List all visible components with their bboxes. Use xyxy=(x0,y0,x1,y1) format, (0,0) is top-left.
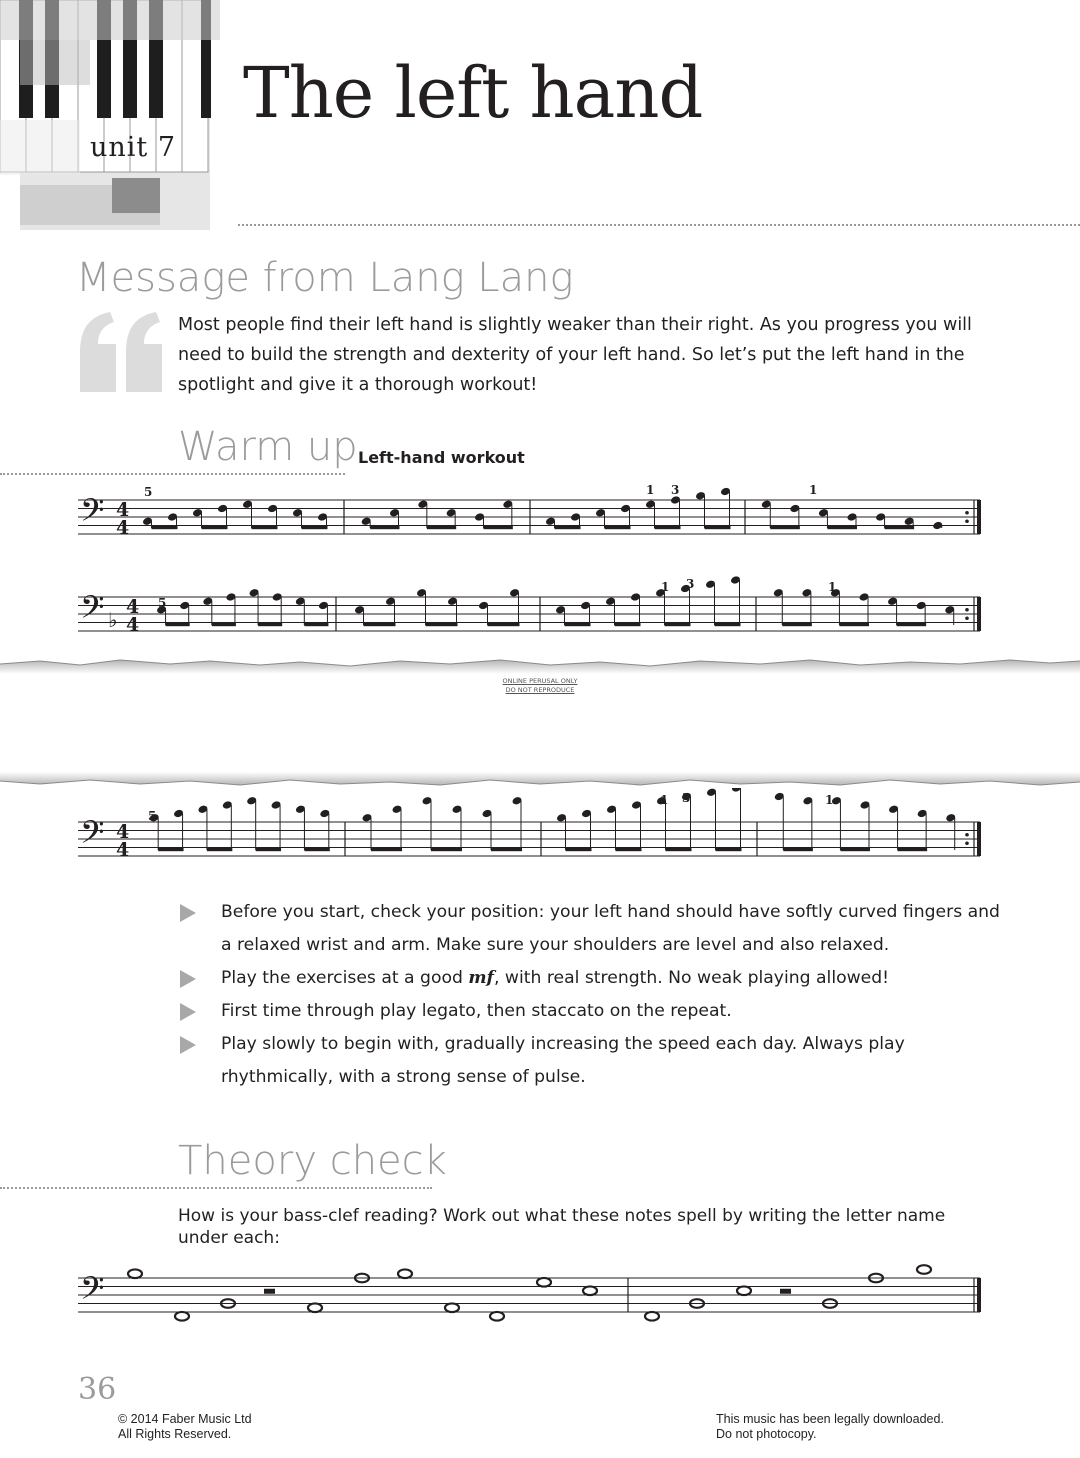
beam xyxy=(484,526,513,529)
beam xyxy=(705,526,731,529)
bass-clef-icon: 𝄢 xyxy=(80,1270,105,1314)
dynamic-marking: mf xyxy=(468,968,494,988)
final-barline xyxy=(977,597,981,631)
warmup-staff-1 xyxy=(0,478,1080,558)
page-number: 36 xyxy=(78,1372,117,1407)
copyright-text: © 2014 Faber Music Ltd xyxy=(118,1412,252,1426)
warmup-subheading: Left-hand workout xyxy=(358,448,525,467)
rights-text: All Rights Reserved. xyxy=(118,1427,232,1441)
final-barline xyxy=(977,1278,981,1312)
fingering-number: 3 xyxy=(686,577,695,591)
whole-note xyxy=(917,1265,931,1274)
beam xyxy=(152,526,178,529)
tip-text: First time through play legato, then staccato on the repeat. xyxy=(221,1001,732,1021)
play-arrow-icon xyxy=(180,1036,196,1054)
tip-text-before: Play the exercises at a good xyxy=(221,968,469,988)
legal-text-1: This music has been legally downloaded. xyxy=(716,1412,944,1426)
rest-icon xyxy=(264,1289,275,1294)
repeat-dot xyxy=(965,833,969,837)
title-divider xyxy=(238,224,1080,226)
tip-item xyxy=(180,896,1010,962)
perusal-line-2: DO NOT REPRODUCE xyxy=(505,686,575,694)
footer-copyright xyxy=(118,1412,252,1442)
tip-text-after: , with real strength. No weak playing allowed! xyxy=(493,968,890,988)
whole-note xyxy=(398,1269,412,1278)
time-signature: 4 xyxy=(116,821,130,843)
beam xyxy=(371,848,402,851)
beam xyxy=(212,623,236,626)
time-signature: 4 xyxy=(116,499,130,521)
legal-text-2: Do not photocopy. xyxy=(716,1427,817,1441)
tip-text: Before you start, check your position: your left hand should have softly curved fingers and a relaxed wrist and arm. Make sure your shoulders are level and also relaxed. xyxy=(221,902,1000,955)
beam xyxy=(427,526,456,529)
fingering-number: 3 xyxy=(682,791,691,805)
whole-note xyxy=(537,1278,551,1287)
beam xyxy=(252,526,278,529)
beam xyxy=(431,848,462,851)
fingering-number: 3 xyxy=(671,483,680,497)
fingering-number: 1 xyxy=(828,580,837,594)
beam xyxy=(166,623,190,626)
fingering-number: 1 xyxy=(661,580,670,594)
whole-note xyxy=(490,1312,504,1321)
beam xyxy=(716,848,742,851)
fingering-number: 5 xyxy=(158,596,167,610)
beam xyxy=(158,848,183,851)
beam xyxy=(488,623,520,626)
time-signature: 4 xyxy=(126,614,140,636)
final-barline xyxy=(977,822,981,856)
whole-note xyxy=(175,1312,189,1321)
beam xyxy=(566,848,592,851)
tips-list xyxy=(180,896,1010,1094)
beam xyxy=(782,623,812,626)
repeat-dot xyxy=(965,519,969,523)
whole-note xyxy=(128,1269,142,1278)
final-barline xyxy=(977,500,981,534)
beam xyxy=(565,623,591,626)
beam xyxy=(898,848,928,851)
beam xyxy=(770,526,800,529)
beam xyxy=(605,526,631,529)
repeat-dot xyxy=(965,616,969,620)
whole-note xyxy=(308,1303,322,1312)
beam xyxy=(426,623,458,626)
beam xyxy=(302,526,328,529)
tip-item xyxy=(180,995,1010,1028)
beam xyxy=(665,623,691,626)
theory-staff xyxy=(0,1258,1080,1328)
beam xyxy=(304,623,328,626)
beam xyxy=(304,848,329,851)
repeat-dot xyxy=(965,841,969,845)
whole-note xyxy=(445,1303,459,1312)
theory-text: How is your bass-clef reading? Work out what these notes spell by writing the letter name under each: xyxy=(178,1206,946,1248)
beam xyxy=(256,848,281,851)
theory-heading: Theory check xyxy=(178,1138,447,1184)
beam xyxy=(840,848,870,851)
time-signature: 4 xyxy=(126,596,140,618)
beam xyxy=(655,526,681,529)
fingering-number: 1 xyxy=(646,483,655,497)
repeat-dot xyxy=(965,511,969,515)
beam xyxy=(666,848,692,851)
tip-text: Play slowly to begin with, gradually increasing the speed each day. Always play rhythmically, with a strong sense of pulse. xyxy=(221,1034,905,1087)
beam xyxy=(616,848,642,851)
beam xyxy=(555,526,581,529)
bass-clef-icon: 𝄢 xyxy=(80,814,105,858)
beam xyxy=(207,848,232,851)
fingering-number: 1 xyxy=(825,793,834,807)
beam xyxy=(783,848,813,851)
piano-keys-graphic xyxy=(0,0,220,230)
time-signature: 4 xyxy=(116,517,130,539)
repeat-dot xyxy=(965,608,969,612)
warmup-staff-2 xyxy=(0,575,1080,655)
beam xyxy=(364,623,396,626)
beam xyxy=(491,848,522,851)
beam xyxy=(839,623,869,626)
tip-item xyxy=(180,1028,1010,1094)
unit-label: unit 7 xyxy=(90,132,177,163)
bass-clef-icon: 𝄢 xyxy=(80,492,105,536)
warmup-divider xyxy=(0,473,345,475)
beam xyxy=(615,623,641,626)
warmup-heading: Warm up xyxy=(178,424,358,470)
play-arrow-icon xyxy=(180,1003,196,1021)
message-heading: Message from Lang Lang xyxy=(76,255,574,301)
bass-clef-icon: 𝄢 xyxy=(80,589,105,633)
perusal-line-1: ONLINE PERUSAL ONLY xyxy=(502,677,578,685)
quote-mark-icon xyxy=(76,312,168,394)
fingering-number: 5 xyxy=(144,485,153,499)
perusal-watermark xyxy=(480,677,600,695)
beam xyxy=(370,526,399,529)
whole-note xyxy=(583,1286,597,1295)
whole-note xyxy=(737,1286,751,1295)
torn-edge-top xyxy=(0,652,1080,674)
message-text: Most people find their left hand is slightly weaker than their right. As you progress you will need to build the strength and dexterity of your left hand. So let’s put the left hand in the spotlight and give it a thorough workout! xyxy=(178,315,972,395)
beam xyxy=(897,623,927,626)
fingering-number: 1 xyxy=(809,483,818,497)
fingering-number: 1 xyxy=(660,793,669,807)
beam xyxy=(202,526,228,529)
play-arrow-icon xyxy=(180,970,196,988)
beam xyxy=(885,526,915,529)
fingering-number: 5 xyxy=(148,809,157,823)
flat-icon: ♭ xyxy=(108,608,118,632)
beam xyxy=(258,623,282,626)
beam xyxy=(827,526,857,529)
footer-legal xyxy=(716,1412,944,1442)
beam xyxy=(715,623,741,626)
time-signature: 4 xyxy=(116,839,130,861)
whole-note xyxy=(645,1312,659,1321)
page-title: The left hand xyxy=(243,52,703,134)
warmup-staff-3 xyxy=(0,788,1080,868)
play-arrow-icon xyxy=(180,904,196,922)
tip-item xyxy=(180,962,1010,995)
theory-divider xyxy=(0,1187,432,1189)
rest-icon xyxy=(780,1289,791,1294)
